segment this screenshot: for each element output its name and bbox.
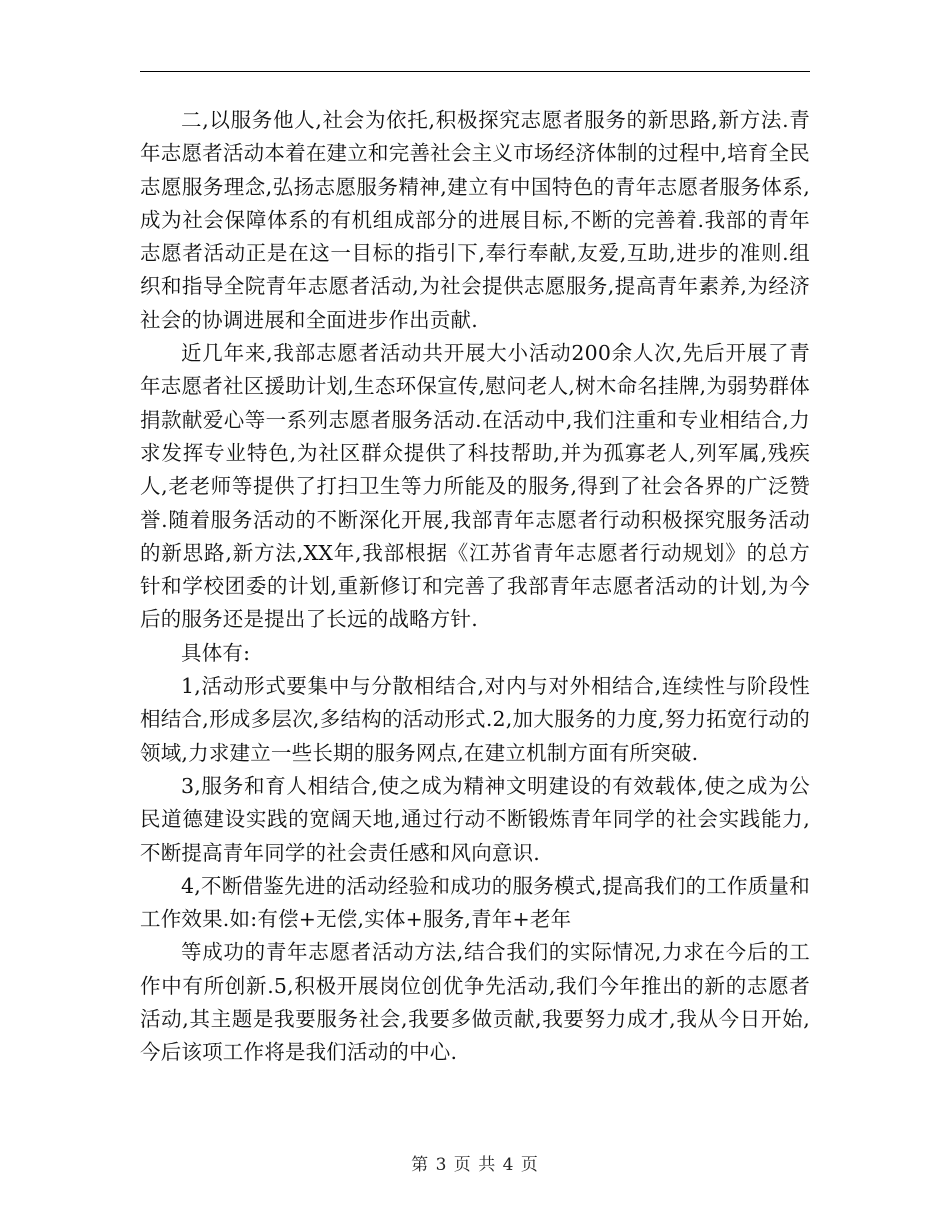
paragraph-6: 4,不断借鉴先进的活动经验和成功的服务模式,提高我们的工作质量和工作效果.如:有偿+无偿,实体+服务,青年+老年: [140, 873, 810, 932]
paragraph-2: 近几年来,我部志愿者活动共开展大小活动200余人次,先后开展了青年志愿者社区援助计划,生态环保宣传,慰问老人,树木命名挂牌,为弱势群体捐款献爱心等一系列志愿者服务活动.在活动中,我们注重和专业相结合,力求发挥专业特色,为社区群众提供了科技帮助,并为孤寡老人,列军属,残疾人,老老师等提供了打扫卫生等力所能及的服务,得到了社会各界的广泛赞誉.随着服务活动的不断深化开展,我部青年志愿者行动积极探究服务活动的新思路,新方法,XX年,我部根据《江苏省青年志愿者行动规划》的总方针和学校团委的计划,重新修订和完善了我部青年志愿者活动的计划,为今后的服务还是提出了长远的战略方针.: [140, 341, 810, 632]
header-rule: [140, 71, 810, 72]
paragraph-3: 具体有:: [181, 640, 251, 665]
paragraph-7: 等成功的青年志愿者活动方法,结合我们的实际情况,力求在今后的工作中有所创新.5,积极开展岗位创优争先活动,我们今年推出的新的志愿者活动,其主题是我要服务社会,我要多做贡献,我要努力成才,我从今日开始,今后该项工作将是我们活动的中心.: [140, 940, 810, 1065]
paragraph-1: 二,以服务他人,社会为依托,积极探究志愿者服务的新思路,新方法.青年志愿者活动本着在建立和完善社会主义市场经济体制的过程中,培育全民志愿服务理念,弘扬志愿服务精神,建立有中国特色的青年志愿者服务体系,成为社会保障体系的有机组成部分的进展目标,不断的完善着.我部的青年志愿者活动正是在这一目标的指引下,奉行奉献,友爱,互助,进步的准则.组织和指导全院青年志愿者活动,为社会提供志愿服务,提高青年素养,为经济社会的协调进展和全面进步作出贡献.: [140, 108, 810, 332]
paragraph-5: 3,服务和育人相结合,使之成为精神文明建设的有效载体,使之成为公民道德建设实践的宽阔天地,通过行动不断锻炼青年同学的社会实践能力,不断提高青年同学的社会责任感和风向意识.: [140, 773, 810, 865]
page-footer: 第 3 页 共 4 页: [411, 1155, 539, 1175]
paragraph-4: 1,活动形式要集中与分散相结合,对内与对外相结合,连续性与阶段性相结合,形成多层次,多结构的活动形式.2,加大服务的力度,努力拓宽行动的领域,力求建立一些长期的服务网点,在建立机制方面有所突破.: [140, 674, 810, 765]
document-body: [140, 104, 810, 1070]
